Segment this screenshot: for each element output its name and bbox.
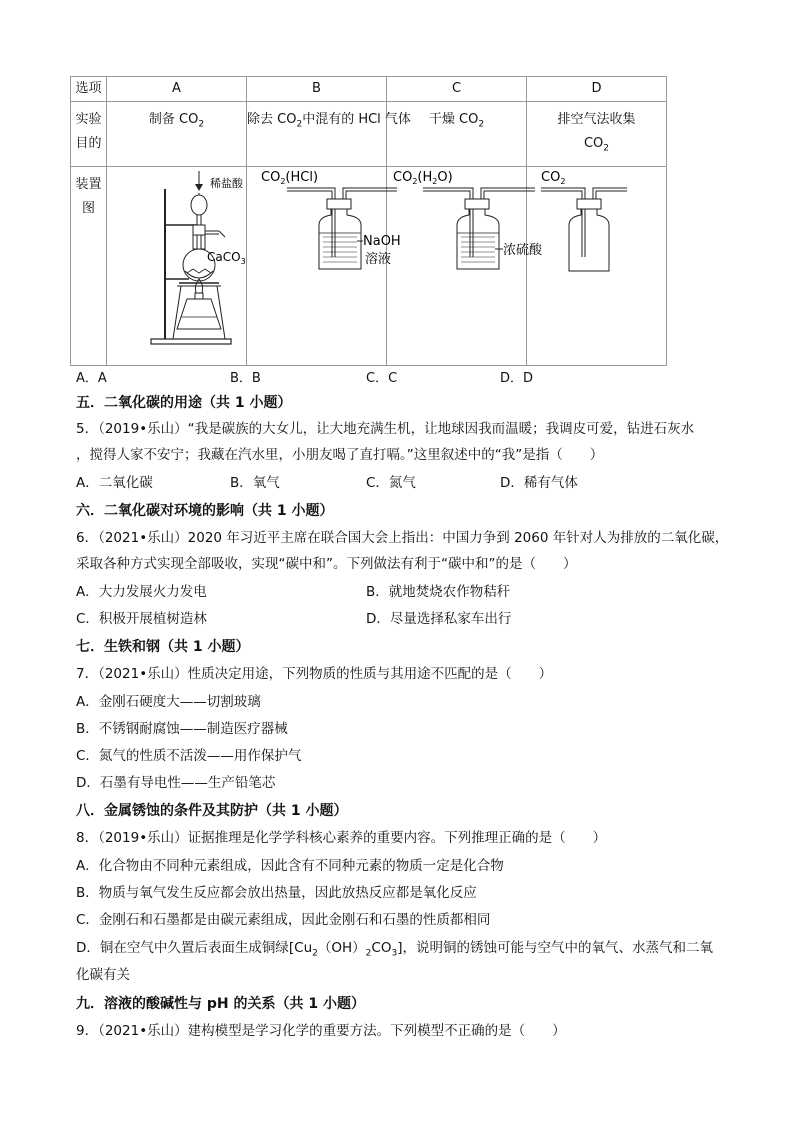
figure-b-cell xyxy=(247,167,401,366)
naoh-label: NaOH xyxy=(363,234,401,249)
sulfuric-acid-label: 浓硫酸 xyxy=(503,243,543,258)
gas-in-label-d: $CO_2$ xyxy=(541,170,566,186)
q7-option-a: A．金刚石硬度大——切割玻璃 xyxy=(76,694,261,710)
q8-option-c: C．金刚石和石墨都是由碳元素组成，因此金刚石和石墨的性质都相同 xyxy=(76,912,491,928)
q5-option-d: D．稀有气体 xyxy=(500,475,578,491)
aim-a: 制备 $CO_2$ xyxy=(107,102,247,167)
solution-label: 溶液 xyxy=(365,252,392,267)
caco3-label: CaCO$_3$ xyxy=(207,250,246,266)
co2-generation-apparatus xyxy=(107,167,246,361)
q5-stem-line2: ，搅得人家不安宁；我藏在汽水里，小朋友喝了直打嗝。”这里叙述中的“我”是指（ ） xyxy=(76,447,604,463)
q4-option-c: C．C xyxy=(366,371,398,386)
q6-option-d: D．尽量选择私家车出行 xyxy=(366,611,512,627)
q5-option-b: B．氧气 xyxy=(230,475,280,491)
q7-option-b: B．不锈钢耐腐蚀——制造医疗器械 xyxy=(76,721,288,737)
aim-b: 除去 $CO_2$中混有的 HCl 气体 xyxy=(247,102,387,167)
q4-option-d: D．D xyxy=(500,371,534,386)
section-heading-5: 五．二氧化碳的用途（共 1 小题） xyxy=(76,395,292,411)
q6-option-b: B．就地焚烧农作物秸秆 xyxy=(366,584,511,600)
experiment-table xyxy=(70,76,667,366)
q6-stem-line1: 6．（2021•乐山）2020 年习近平主席在联合国大会上指出：中国力争到 2060 年针对人为排放的二氧化碳， xyxy=(76,530,729,546)
section-heading-7: 七．生铁和钢（共 1 小题） xyxy=(76,639,250,655)
gas-collection-bottle xyxy=(527,167,633,361)
col-c: C xyxy=(387,77,527,102)
table-device-row xyxy=(71,167,667,366)
header-label: 选项 xyxy=(71,77,107,102)
q6-option-a: A．大力发展火力发电 xyxy=(76,584,207,600)
q9-stem: 9．（2021•乐山）建构模型是学习化学的重要方法。下列模型不正确的是（ ） xyxy=(76,1023,566,1039)
acid-label: 稀盐酸 xyxy=(210,177,243,190)
q6-option-c: C．积极开展植树造林 xyxy=(76,611,207,627)
q8-stem: 8．（2019•乐山）证据推理是化学学科核心素养的重要内容。下列推理正确的是（ ） xyxy=(76,830,607,846)
figure-d-cell xyxy=(527,167,667,366)
section-heading-9: 九．溶液的酸碱性与 pH 的关系（共 1 小题） xyxy=(76,996,365,1012)
q8-option-b: B．物质与氧气发生反应都会放出热量，因此放热反应都是氧化反应 xyxy=(76,885,477,901)
q4-option-a: A．A xyxy=(76,371,107,386)
col-b: B xyxy=(247,77,387,102)
col-a: A xyxy=(107,77,247,102)
q4-option-b: B．B xyxy=(230,371,261,386)
aim-label: 实验 目的 xyxy=(71,102,107,167)
table-aim-row xyxy=(71,102,667,167)
sulfuric-acid-drying-bottle xyxy=(387,167,547,361)
q8-option-d: D．铜在空气中久置后表面生成铜绿$[Cu_2(OH)_2CO_3]$，说明铜的锈蚀可能与空气中的氧气、水蒸气和二氧 xyxy=(76,940,713,959)
section-heading-8: 八．金属锈蚀的条件及其防护（共 1 小题） xyxy=(76,803,348,819)
q5-option-c: C．氮气 xyxy=(366,475,416,491)
q7-stem: 7．（2021•乐山）性质决定用途，下列物质的性质与其用途不匹配的是（ ） xyxy=(76,666,553,682)
aim-c: 干燥 $CO_2$ xyxy=(387,102,527,167)
q6-stem-line2: 采取各种方式实现全部吸收，实现“碳中和”。下列做法有利于“碳中和”的是（ ） xyxy=(76,556,577,572)
gas-in-label-c: $CO_2(H_2O)$ xyxy=(393,170,453,186)
table-header-row xyxy=(71,77,667,102)
section-heading-6: 六．二氧化碳对环境的影响（共 1 小题） xyxy=(76,503,334,519)
q7-option-d: D．石墨有导电性——生产铅笔芯 xyxy=(76,775,276,791)
q7-option-c: C．氮气的性质不活泼——用作保护气 xyxy=(76,748,302,764)
figure-a-cell xyxy=(107,167,247,366)
device-label: 装置 图 xyxy=(71,167,107,366)
q8-option-d-line2: 化碳有关 xyxy=(76,967,130,983)
col-d: D xyxy=(527,77,667,102)
figure-c-cell xyxy=(387,167,543,366)
q8-option-a: A．化合物由不同种元素组成，因此含有不同种元素的物质一定是化合物 xyxy=(76,858,504,874)
q5-option-a: A．二氧化碳 xyxy=(76,475,153,491)
q5-stem-line1: 5．（2019•乐山）“我是碳族的大女儿，让大地充满生机，让地球因我而温暖；我调皮可爱，钻进石灰水 xyxy=(76,421,695,437)
gas-in-label: $CO_2(HCl)$ xyxy=(261,170,319,186)
aim-d: 排空气法收集 $CO_2$ xyxy=(527,102,667,167)
